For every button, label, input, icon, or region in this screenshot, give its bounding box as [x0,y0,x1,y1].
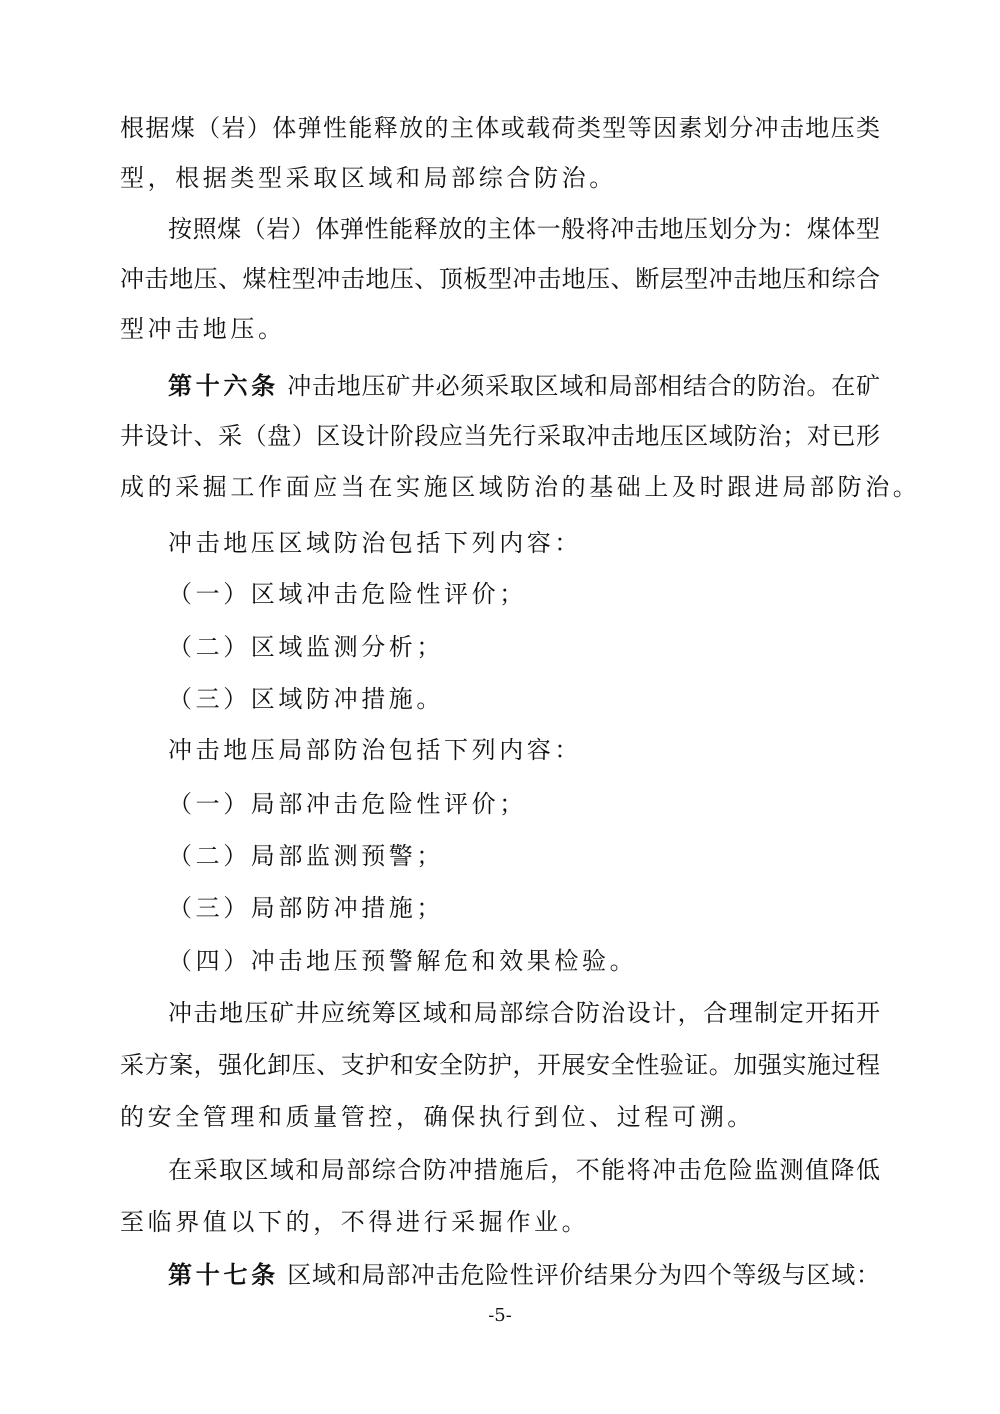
text-line-23: 区域和局部冲击危险性评价结果分为四个等级与区域： [287,1261,881,1289]
article-17-first-line [168,1259,880,1291]
list-item-local-1: （一）局部冲击危险性评价； [168,790,527,818]
list-item-regional-2: （二）区域监测分析； [168,633,444,661]
list-item-regional-1: （一）区域冲击危险性评价； [168,580,527,608]
article-16-first-line [168,370,880,402]
text-line-22: 至临界值以下的，不得进行采掘作业。 [120,1208,590,1236]
text-line-8: 成的采掘工作面应当在实施区域防治的基础上及时跟进局部防治。 [120,473,921,501]
text-line-13: 冲击地压局部防治包括下列内容： [168,736,582,764]
list-item-local-4: （四）冲击地压预警解危和效果检验。 [168,947,638,975]
text-line-7: 井设计、采（盘）区设计阶段应当先行采取冲击地压区域防治；对已形 [120,422,880,450]
article-17-heading: 第十七条 [168,1260,279,1289]
text-line-20: 的安全管理和质量管控，确保执行到位、过程可溯。 [120,1103,755,1131]
text-line-4: 冲击地压、煤柱型冲击地压、顶板型冲击地压、断层型冲击地压和综合 [120,265,880,293]
text-line-2: 型，根据类型采取区域和局部综合防治。 [120,164,617,192]
text-line-19: 采方案，强化卸压、支护和安全防护，开展安全性验证。加强实施过程 [120,1051,880,1079]
list-item-local-3: （三）局部防冲措施； [168,894,444,922]
text-line-3: 按照煤（岩）体弹性能释放的主体一般将冲击地压划分为：煤体型 [168,215,880,243]
text-line-9: 冲击地压区域防治包括下列内容： [168,529,582,557]
page-number: -5- [488,1305,512,1326]
text-line-6: 冲击地压矿井必须采取区域和局部相结合的防治。在矿 [287,372,881,400]
list-item-local-2: （二）局部监测预警； [168,842,444,870]
list-item-regional-3: （三）区域防冲措施。 [168,685,444,713]
text-line-18: 冲击地压矿井应统筹区域和局部综合防治设计，合理制定开拓开 [168,999,880,1027]
text-line-5: 型冲击地压。 [120,315,286,343]
article-16-heading: 第十六条 [168,371,279,400]
text-line-21: 在采取区域和局部综合防冲措施后，不能将冲击危险监测值降低 [168,1156,880,1184]
text-line-1: 根据煤（岩）体弹性能释放的主体或载荷类型等因素划分冲击地压类 [120,114,880,142]
